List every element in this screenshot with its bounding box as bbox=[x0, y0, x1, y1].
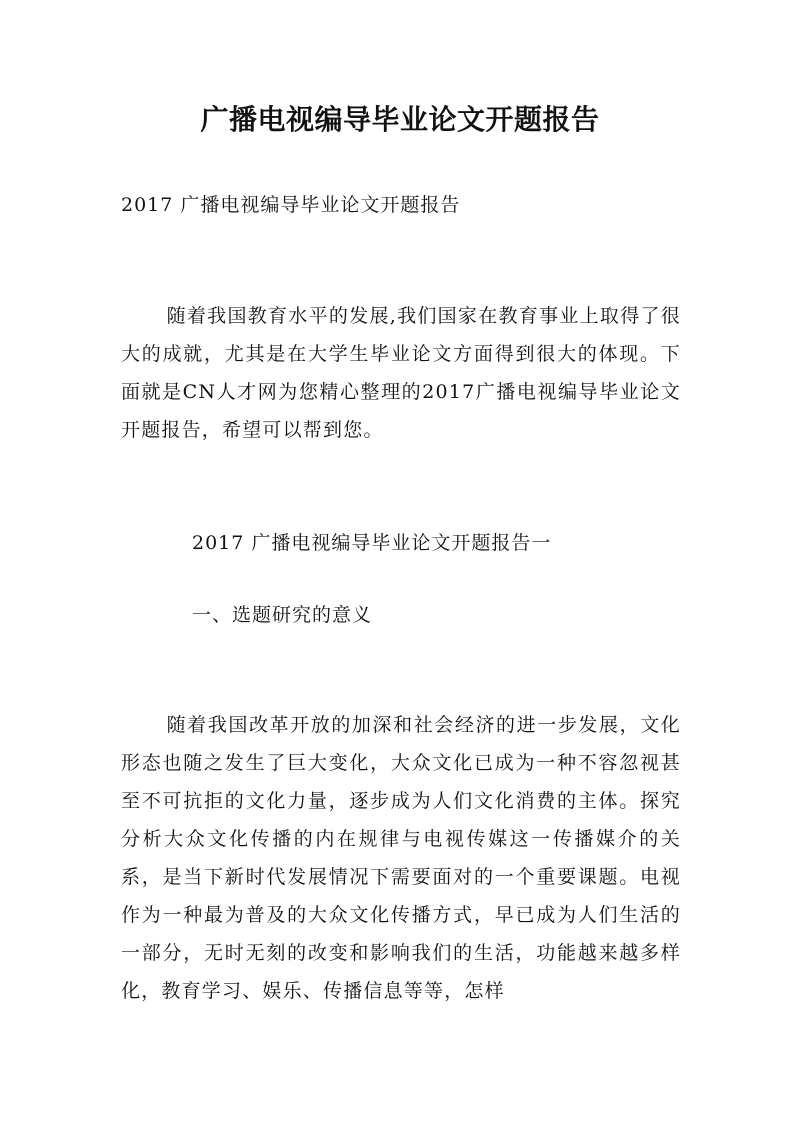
intro-paragraph: 随着我国教育水平的发展,我们国家在教育事业上取得了很大的成就，尤其是在大学生毕业论文方面得到很大的体现。下面就是CN人才网为您精心整理的2017广播电视编导毕业论文开题报告，希望可以帮到您。 bbox=[121, 305, 681, 441]
document-title: 广播电视编导毕业论文开题报告 bbox=[200, 103, 600, 136]
document-subtitle: 2017 广播电视编导毕业论文开题报告 bbox=[121, 194, 461, 216]
sub-heading: 一、选题研究的意义 bbox=[192, 604, 373, 626]
section-heading: 2017 广播电视编导毕业论文开题报告一 bbox=[192, 532, 552, 554]
body-paragraph: 随着我国改革开放的加深和社会经济的进一步发展，文化形态也随之发生了巨大变化，大众文化已成为一种不容忽视甚至不可抗拒的文化力量，逐步成为人们文化消费的主体。探究分析大众文化传播的内在规律与电视传媒这一传播媒介的关系，是当下新时代发展情况下需要面对的一个重要课题。电视作为一种最为普及的大众文化传播方式，早已成为人们生活的一部分，无时无刻的改变和影响我们的生活，功能越来越多样化，教育学习、娱乐、传播信息等等，怎样 bbox=[121, 714, 681, 1002]
